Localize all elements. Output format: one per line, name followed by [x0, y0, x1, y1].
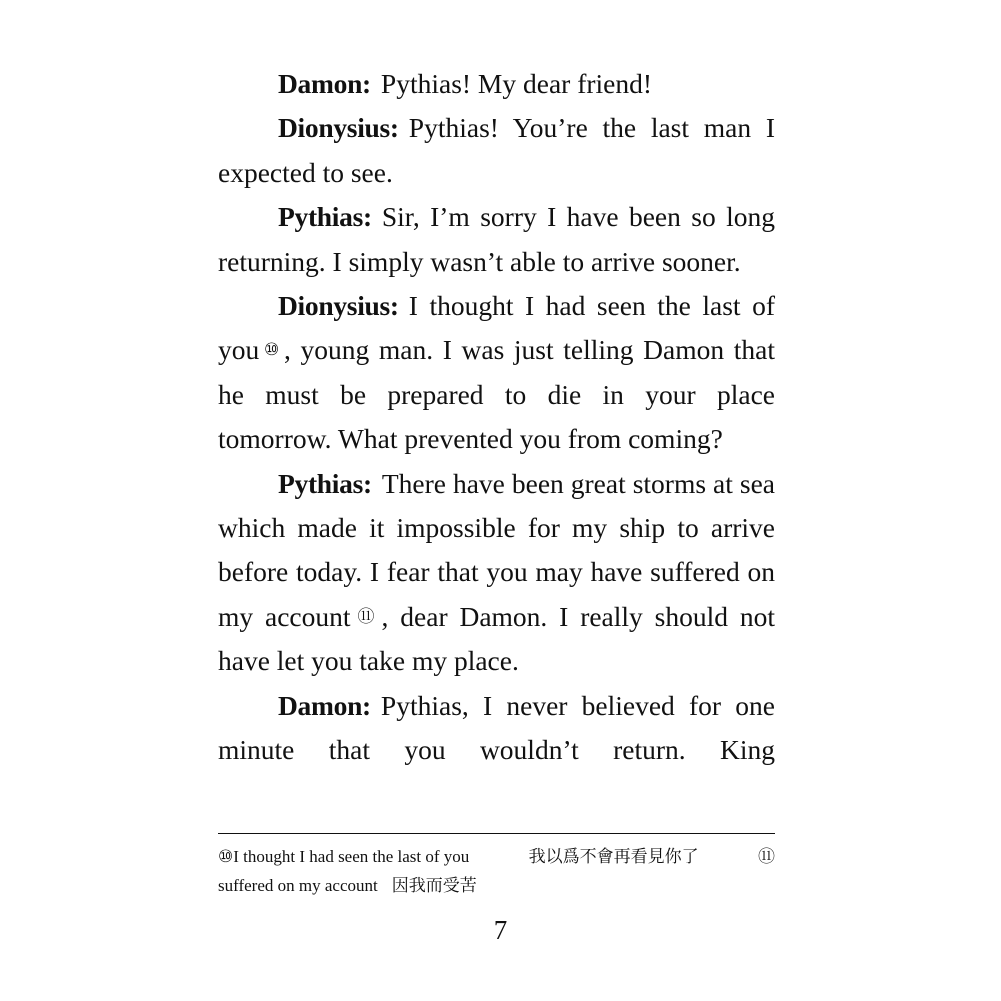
- dialogue-text: , dear Damon. I really should not have let you take my place.: [218, 600, 776, 677]
- speaker-name: Pythias:: [278, 201, 372, 233]
- speaker-name: Pythias:: [278, 467, 372, 499]
- dialogue-paragraph: [218, 462, 775, 684]
- dialogue-text: Pythias! My dear friend!: [380, 68, 653, 99]
- speaker-name: Damon:: [278, 68, 371, 99]
- dialogue-paragraph: [218, 106, 775, 195]
- dialogue-text: , young man. I was just telling Damon that he must be prepared to die in your place tomorrow. What prevented you from coming?: [218, 334, 775, 455]
- footnote-chinese: 因我而受苦: [391, 876, 477, 895]
- footnote-reference: ⑩: [261, 340, 282, 360]
- footnote-line: [218, 871, 775, 900]
- dialogue-paragraph: [218, 684, 775, 773]
- dialogue-text: Pythias! You’re the last man I expected to see.: [218, 112, 775, 188]
- dialogue-text: Sir, I’m sorry I have been so long returning. I simply wasn’t able to arrive sooner.: [218, 201, 775, 277]
- footnote-entry: [218, 842, 469, 871]
- speaker-name: Dionysius:: [278, 290, 399, 322]
- dialogue-paragraph: [218, 62, 775, 106]
- speaker-name: Damon:: [278, 689, 371, 721]
- footnote-mark: ⑩: [218, 847, 234, 866]
- footnote-mark: ⑪: [758, 847, 775, 866]
- dialogue-paragraph: [218, 284, 775, 462]
- dialogue-text: I thought I had seen the last of you: [218, 290, 775, 366]
- footnote-line: [218, 842, 775, 871]
- speaker-name: Dionysius:: [278, 112, 399, 144]
- footnote-chinese: 我以爲不會再看見你了: [528, 847, 699, 866]
- footnote-divider: [218, 833, 775, 834]
- footnote-english: I thought I had seen the last of you: [233, 847, 470, 866]
- footnote-english: suffered on my account: [218, 876, 378, 895]
- dialogue-text: Pythias, I never believed for one minute that you wouldn’t return. King: [218, 689, 775, 766]
- main-text: [218, 62, 775, 773]
- footnotes: [218, 842, 775, 900]
- dialogue-text: There have been great storms at sea which made it impossible for my ship to arrive before today. I fear that you may have suffered on my account: [218, 467, 775, 632]
- page-number: 7: [493, 915, 508, 945]
- dialogue-paragraph: [218, 195, 775, 284]
- footnote-reference: ⑪: [352, 606, 380, 626]
